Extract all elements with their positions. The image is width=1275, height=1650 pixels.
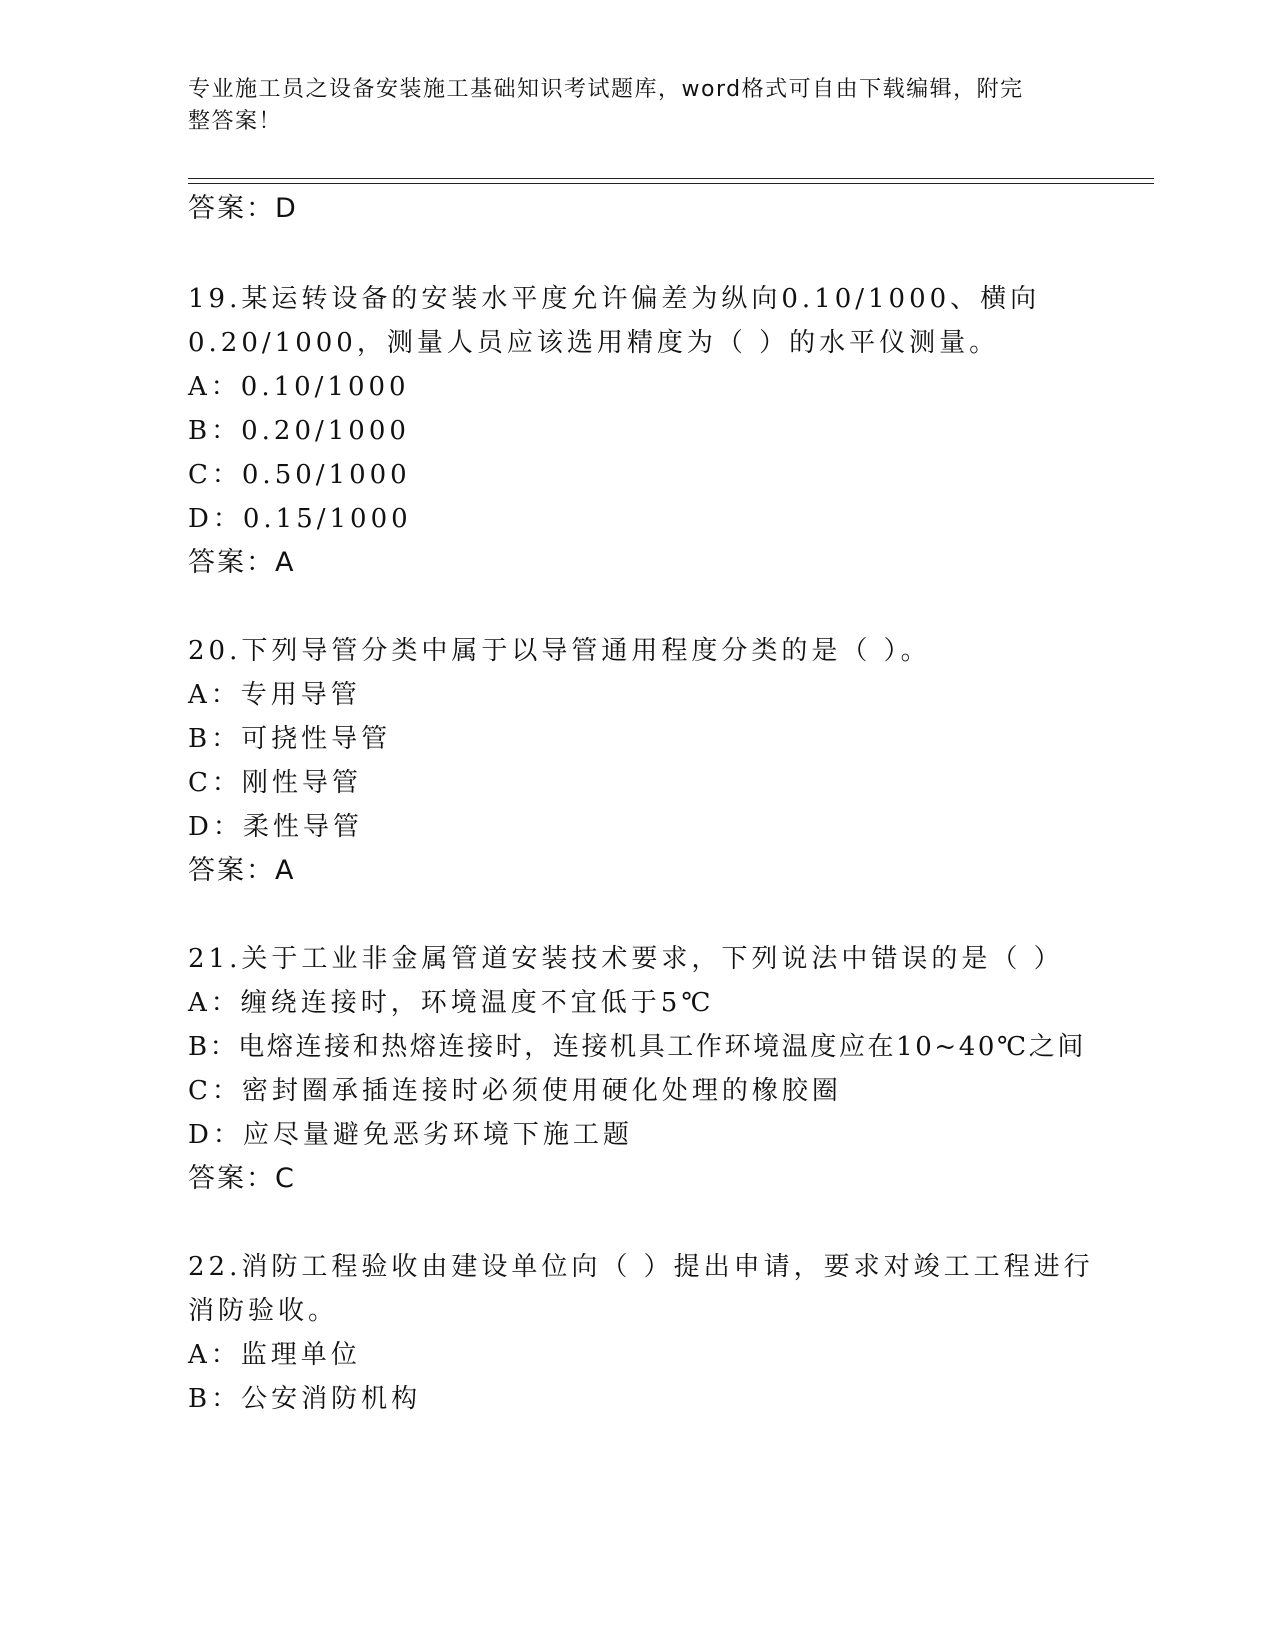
question-21-answer: 答案：C <box>188 1163 296 1194</box>
question-21-option-d: D：应尽量避免恶劣环境下施工题 <box>188 1120 633 1150</box>
question-21-option-a: A：缠绕连接时，环境温度不宜低于5℃ <box>188 988 715 1018</box>
question-20-option-a: A：专用导管 <box>188 680 361 710</box>
question-21-option-b: B：电熔连接和热熔连接时，连接机具工作环境温度应在10~40℃之间 <box>188 1032 1086 1062</box>
header-divider-top <box>188 178 1154 179</box>
question-21-option-c: C：密封圈承插连接时必须使用硬化处理的橡胶圈 <box>188 1076 842 1106</box>
question-20-option-c: C：刚性导管 <box>188 768 362 798</box>
question-19-stem-line-2: 0.20/1000，测量人员应该选用精度为（ ）的水平仪测量。 <box>188 328 1000 358</box>
question-20-option-b: B：可挠性导管 <box>188 724 392 754</box>
header-divider-bottom <box>188 183 1154 184</box>
question-19-answer: 答案：A <box>188 547 296 578</box>
header-line-2: 整答案！ <box>188 109 283 134</box>
document-header <box>188 74 1068 138</box>
question-20-option-d: D：柔性导管 <box>188 812 363 842</box>
question-22-stem-line-2: 消防验收。 <box>188 1296 339 1326</box>
question-22-option-a: A：监理单位 <box>188 1340 361 1370</box>
header-line-1: 专业施工员之设备安装施工基础知识考试题库，word格式可自由下载编辑，附完 <box>188 77 1024 102</box>
question-19-option-a: A：0.10/1000 <box>188 372 410 402</box>
question-19-option-b: B：0.20/1000 <box>188 416 410 446</box>
question-22-stem-line-1: 22.消防工程验收由建设单位向（ ）提出申请，要求对竣工工程进行 <box>188 1252 1094 1282</box>
question-19-option-d: D：0.15/1000 <box>188 504 412 534</box>
question-19-option-c: C：0.50/1000 <box>188 460 411 490</box>
question-21-stem-line-1: 21.关于工业非金属管道安装技术要求，下列说法中错误的是（ ） <box>188 944 1064 974</box>
question-20-answer: 答案：A <box>188 855 296 886</box>
question-19-stem-line-1: 19.某运转设备的安装水平度允许偏差为纵向0.10/1000、横向 <box>188 284 1041 314</box>
question-22-option-b: B：公安消防机构 <box>188 1384 422 1414</box>
previous-answer: 答案：D <box>188 193 298 224</box>
question-20-stem-line-1: 20.下列导管分类中属于以导管通用程度分类的是（ ）。 <box>188 636 931 666</box>
